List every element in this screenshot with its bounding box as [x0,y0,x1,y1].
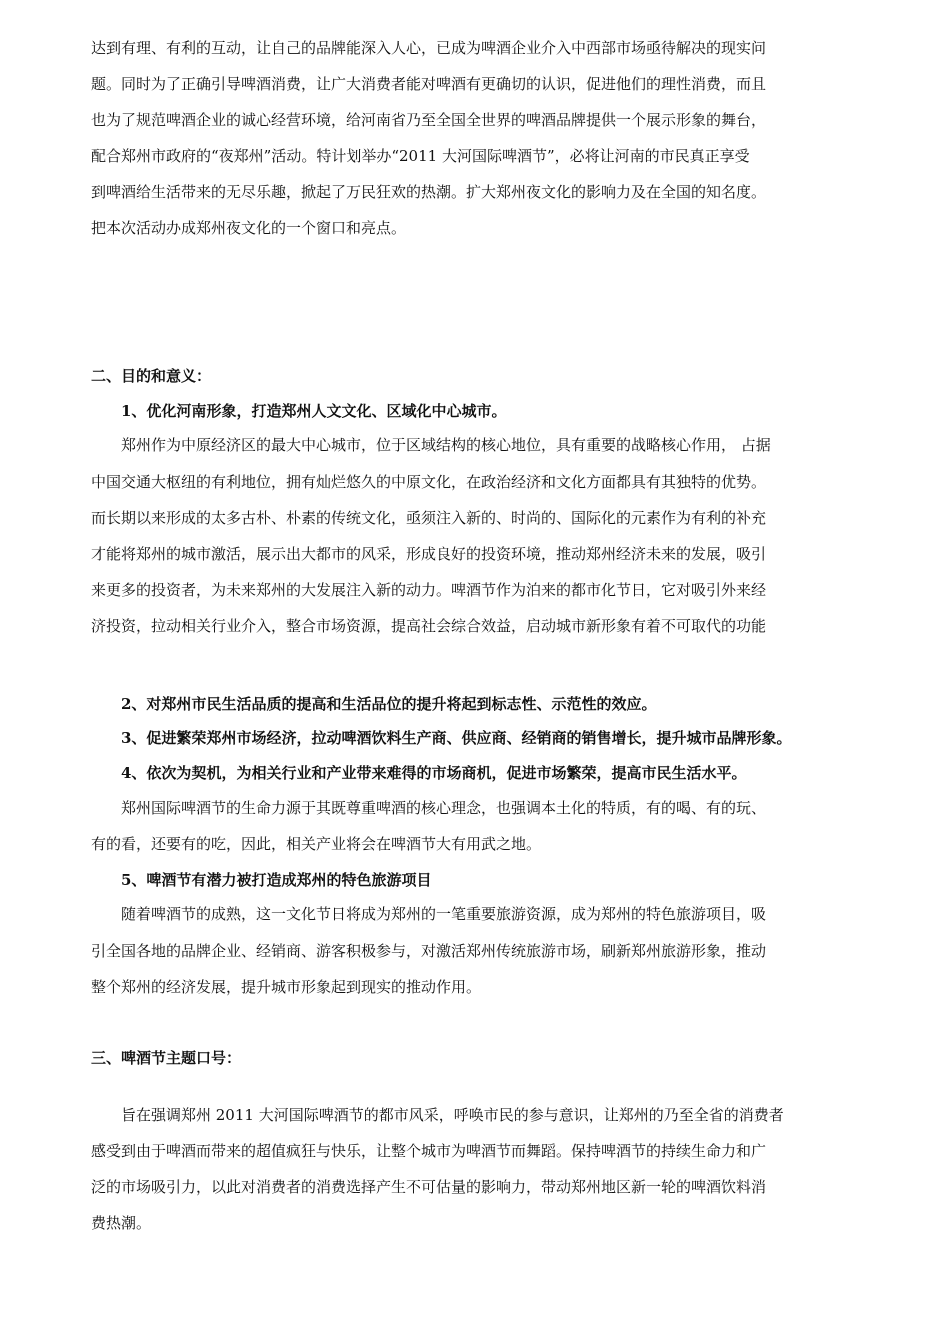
item-title: 3、促进繁荣郑州市场经济，拉动啤酒饮料生产商、供应商、经销商的销售增长，提升城市品牌形象。 [121,729,792,747]
section-heading: 二、目的和意义： [91,367,212,385]
text-line: 也为了规范啤酒企业的诚心经营环境，给河南省乃至全国全世界的啤酒品牌提供一个展示形象的舞台， [91,111,767,129]
item-title: 2、对郑州市民生活品质的提高和生活品位的提升将起到标志性、示范性的效应。 [121,695,657,713]
text-line: 引全国各地的品牌企业、经销商、游客积极参与，对激活郑州传统旅游市场，刷新郑州旅游形象，推动 [91,942,767,960]
text-line: 中国交通大枢纽的有利地位，拥有灿烂悠久的中原文化，在政治经济和文化方面都具有其独特的优势。 [91,473,767,491]
text-line: 才能将郑州的城市激活，展示出大都市的风采，形成良好的投资环境，推动郑州经济未来的发展，吸引 [91,545,767,563]
item-title: 1、优化河南形象，打造郑州人文文化、区域化中心城市。 [121,402,507,420]
section-heading: 三、啤酒节主题口号： [91,1049,242,1067]
text-line: 整个郑州的经济发展，提升城市形象起到现实的推动作用。 [91,978,482,996]
text-line: 随着啤酒节的成熟，这一文化节日将成为郑州的一笔重要旅游资源，成为郑州的特色旅游项目，吸 [121,905,767,923]
text-line: 泛的市场吸引力，以此对消费者的消费选择产生不可估量的影响力，带动郑州地区新一轮的啤酒饮料消 [91,1178,767,1196]
item-title: 5、啤酒节有潜力被打造成郑州的特色旅游项目 [121,871,432,889]
item-title: 4、依次为契机，为相关行业和产业带来难得的市场商机，促进市场繁荣，提高市民生活水平。 [121,764,747,782]
text-line: 有的看，还要有的吃，因此，相关产业将会在啤酒节大有用武之地。 [91,835,542,853]
text-line: 郑州国际啤酒节的生命力源于其既尊重啤酒的核心理念，也强调本土化的特质，有的喝、有的玩、 [121,799,767,817]
text-line: 感受到由于啤酒而带来的超值疯狂与快乐，让整个城市为啤酒节而舞蹈。保持啤酒节的持续生命力和广 [91,1142,767,1160]
text-line: 把本次活动办成郑州夜文化的一个窗口和亮点。 [91,219,407,237]
text-line: 旨在强调郑州 2011 大河国际啤酒节的都市风采，呼唤市民的参与意识，让郑州的乃至全省的消费者 [121,1106,784,1124]
text-line: 配合郑州市政府的“夜郑州”活动。特计划举办“2011 大河国际啤酒节”，必将让河南的市民真正享受 [91,147,750,165]
text-line: 济投资，拉动相关行业介入，整合市场资源，提高社会综合效益，启动城市新形象有着不可取代的功能 [91,617,767,635]
text-line: 来更多的投资者，为未来郑州的大发展注入新的动力。啤酒节作为泊来的都市化节日，它对吸引外来经 [91,581,767,599]
text-line: 题。同时为了正确引导啤酒消费，让广大消费者能对啤酒有更确切的认识，促进他们的理性消费，而且 [91,75,767,93]
text-line: 到啤酒给生活带来的无尽乐趣，掀起了万民狂欢的热潮。扩大郑州夜文化的影响力及在全国的知名度。 [91,183,767,201]
text-line: 而长期以来形成的太多古朴、朴素的传统文化，亟须注入新的、时尚的、国际化的元素作为有利的补充 [91,509,767,527]
text-line: 达到有理、有利的互动，让自己的品牌能深入人心，已成为啤酒企业介入中西部市场亟待解决的现实问 [91,39,767,57]
text-line: 郑州作为中原经济区的最大中心城市，位于区域结构的核心地位，具有重要的战略核心作用， 占据 [121,436,771,454]
text-line: 费热潮。 [91,1214,152,1232]
